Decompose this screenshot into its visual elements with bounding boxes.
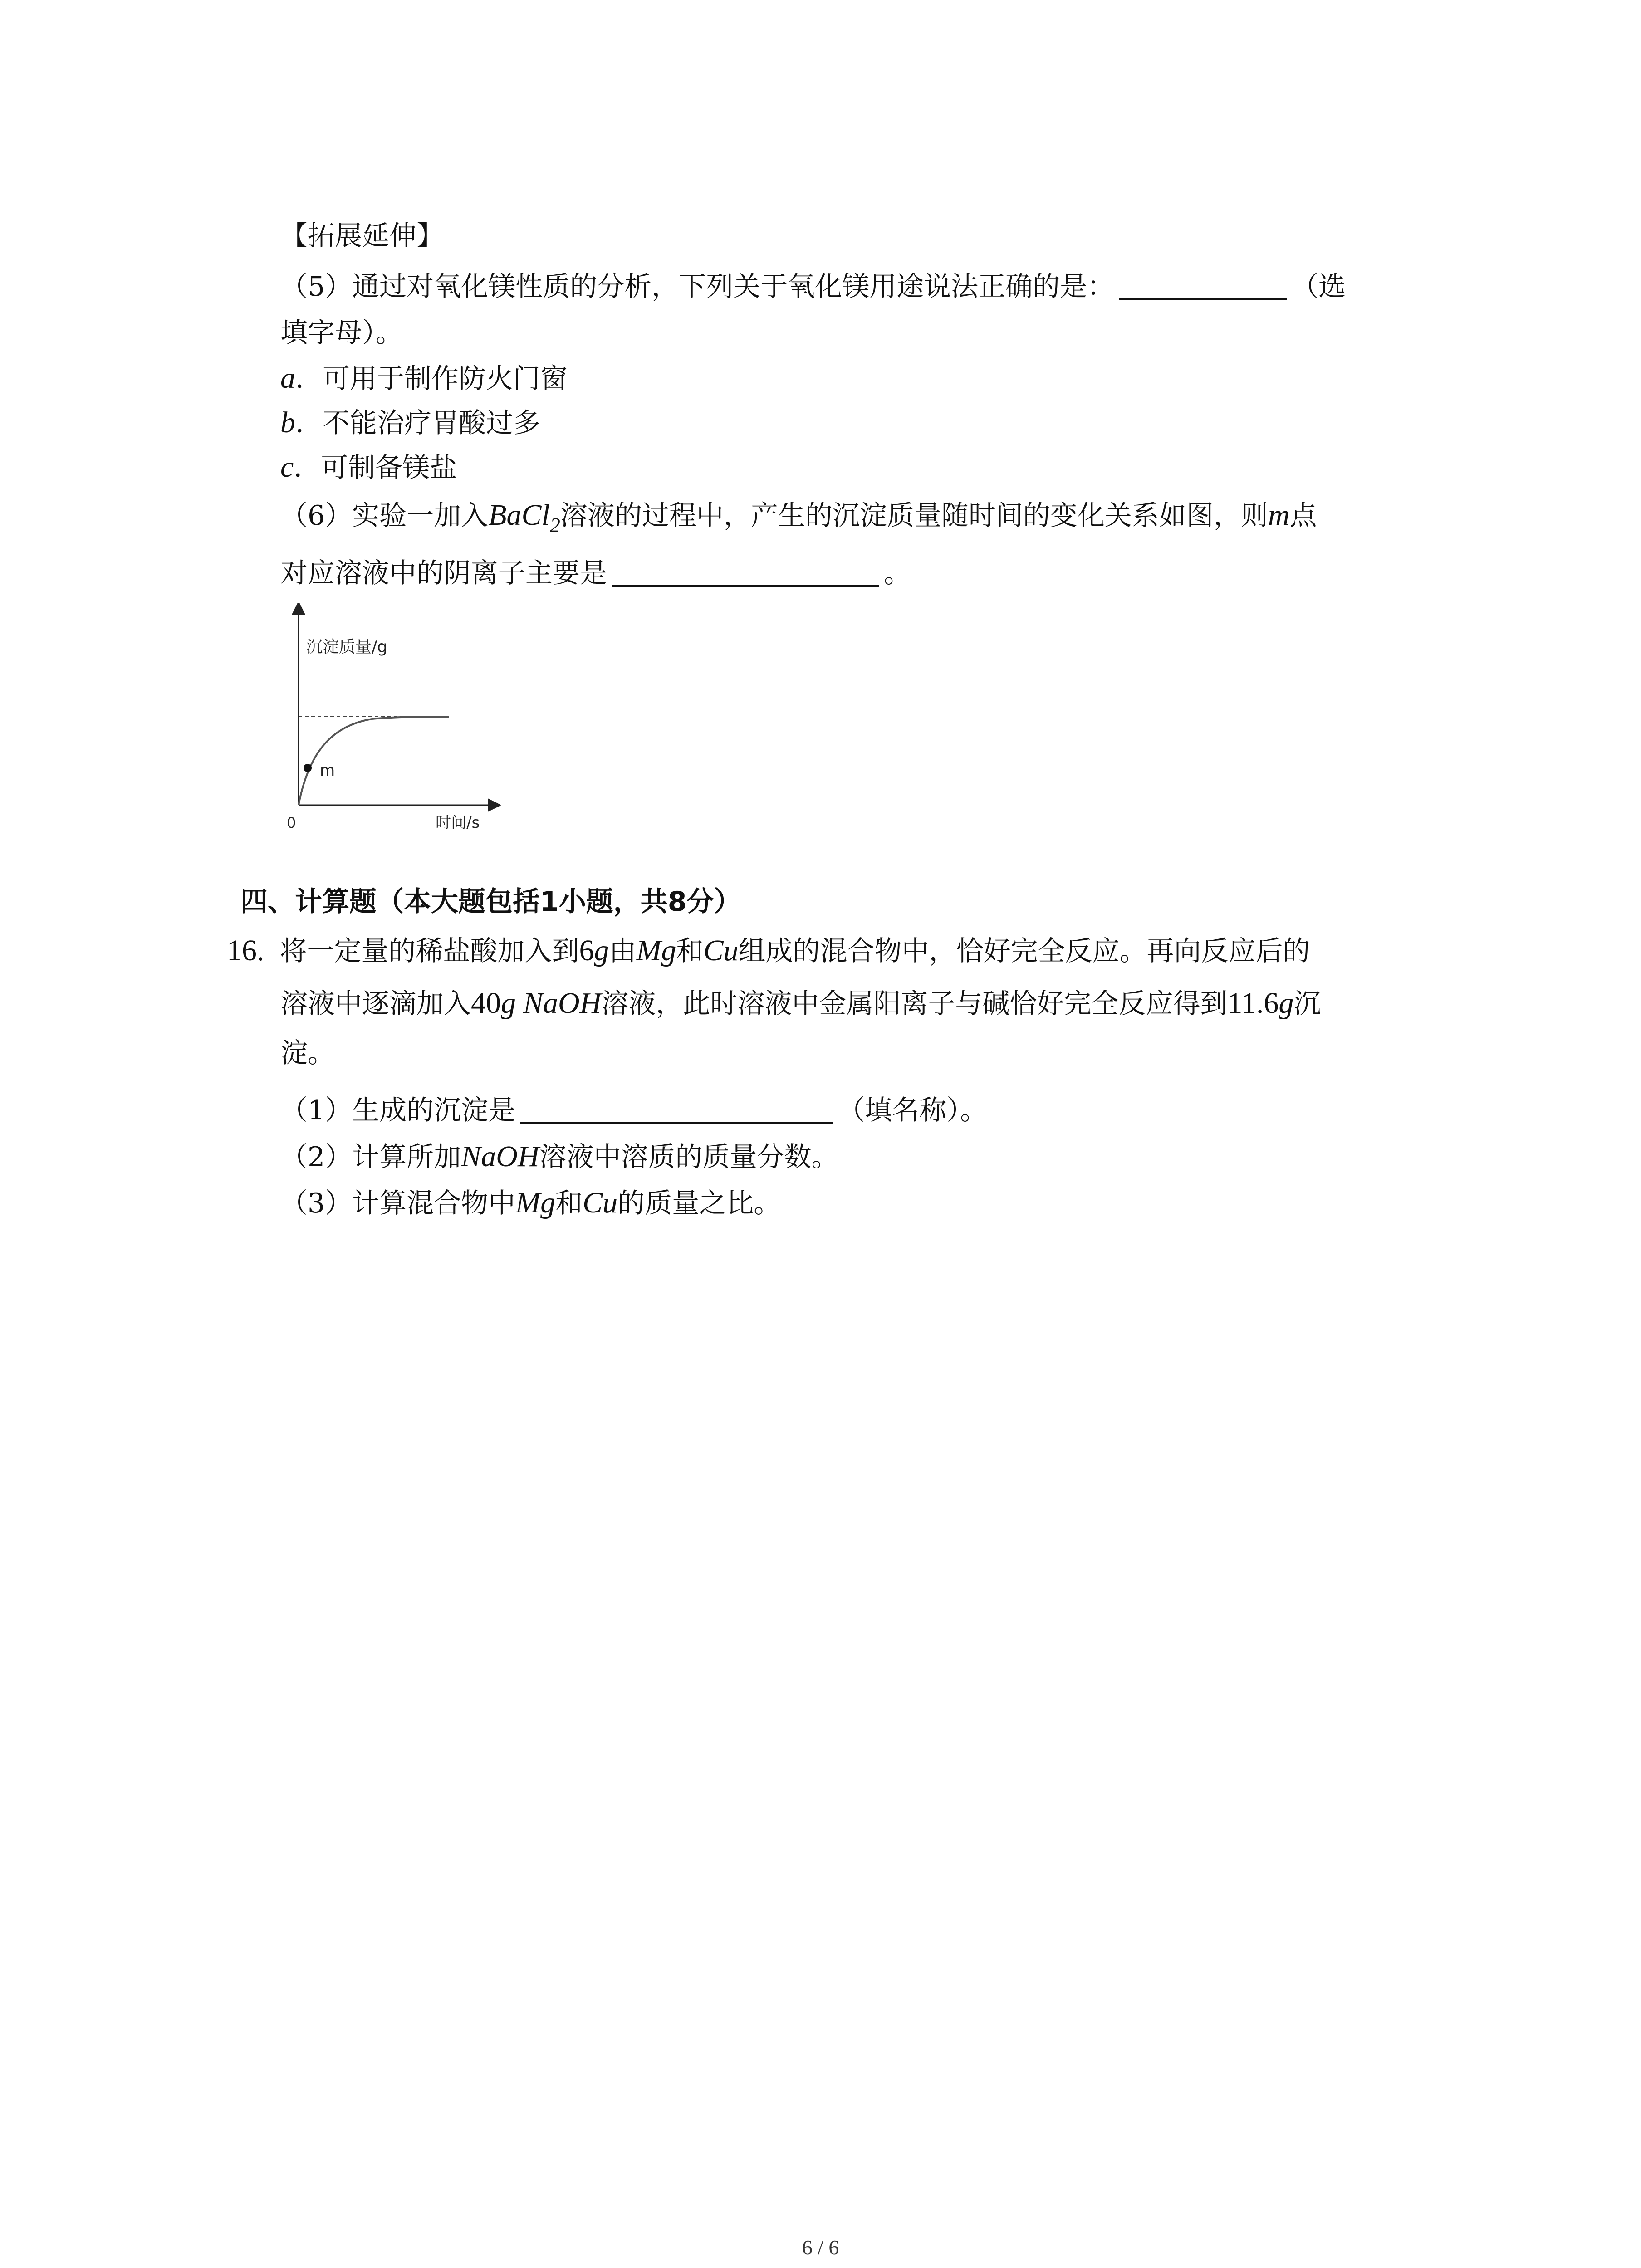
option-c xyxy=(280,448,457,487)
option-b xyxy=(280,404,540,442)
point-m-marker xyxy=(304,764,312,772)
precipitate-curve xyxy=(299,717,449,805)
sub-3-mg-symbol: Mg xyxy=(515,1186,556,1219)
bacl2-subscript: 2 xyxy=(549,513,560,537)
option-c-letter: c xyxy=(280,450,294,484)
question-16-text-f: 溶液，此时溶液中金属阳离子与碱恰好完全反应得到 xyxy=(601,988,1228,1020)
option-b-text: ．不能治疗胃酸过多 xyxy=(295,407,540,439)
naoh-solution-mass-value: 40 xyxy=(471,987,501,1020)
precipitate-mass-value: 11.6 xyxy=(1227,987,1279,1020)
mg-symbol: Mg xyxy=(636,934,676,967)
sub-2-text: （2）计算所加 xyxy=(280,1141,461,1173)
question-16-text-a: 将一定量的稀盐酸加入到 xyxy=(279,935,579,967)
question-6-line-1 xyxy=(280,496,1317,535)
naoh-formula: NaOH xyxy=(523,987,602,1020)
section-4-heading: 四、计算题（本大题包括1小题，共8分） xyxy=(240,886,741,918)
question-16-line-2 xyxy=(280,984,1321,1023)
sub-1-text-tail: （填名称）。 xyxy=(838,1095,988,1126)
question-16-line-1 xyxy=(227,932,1310,970)
question-6-text: （6）实验一加入 xyxy=(280,500,489,532)
option-a xyxy=(280,359,568,398)
sub-1-text: （1）生成的沉淀是 xyxy=(280,1095,516,1126)
sub-3-text-and: 和 xyxy=(555,1188,583,1219)
point-m-label: m xyxy=(320,762,335,780)
question-5-text: （5）通过对氧化镁性质的分析，下列关于氧化镁用途说法正确的是： xyxy=(280,271,1115,303)
question-16-sub-3 xyxy=(280,1184,781,1222)
question-16-text-e: 溶液中逐滴加入 xyxy=(280,988,471,1020)
mixture-mass-unit: g xyxy=(594,934,609,967)
sub-2-text-tail: 溶液中溶质的质量分数。 xyxy=(539,1141,839,1173)
sub-1-answer-blank[interactable] xyxy=(520,1094,833,1124)
question-6-text-e: 。 xyxy=(884,557,911,589)
question-16-number: 16. xyxy=(227,934,265,967)
question-16-text-b: 由 xyxy=(609,935,637,967)
question-16-line-3: 淀。 xyxy=(280,1037,335,1069)
graph-y-axis-label: 沉淀质量/g xyxy=(306,638,387,656)
precipitate-mass-unit: g xyxy=(1279,987,1294,1020)
graph-x-axis-label: 时间/s xyxy=(436,814,480,832)
sub-2-naoh-formula: NaOH xyxy=(461,1140,539,1173)
page-number: 6 / 6 xyxy=(802,2236,839,2259)
sub-3-text-tail: 的质量之比。 xyxy=(617,1188,781,1219)
question-6-line-2 xyxy=(280,554,911,592)
point-variable-m: m xyxy=(1268,499,1290,532)
question-6-text-d: 对应溶液中的阴离子主要是 xyxy=(280,557,607,589)
question-5-answer-blank[interactable] xyxy=(1119,270,1287,300)
question-16-sub-1 xyxy=(280,1091,987,1129)
bacl2-formula: BaCl xyxy=(488,499,550,532)
graph-origin-label: 0 xyxy=(287,814,296,831)
question-5-text-tail: （选 xyxy=(1291,271,1346,303)
precipitate-mass-graph xyxy=(254,603,508,835)
mixture-mass-value: 6 xyxy=(579,934,594,967)
option-b-letter: b xyxy=(280,406,295,439)
question-16-text-g: 沉 xyxy=(1293,988,1321,1020)
option-a-text: ．可用于制作防火门窗 xyxy=(295,363,568,395)
question-6-answer-blank[interactable] xyxy=(612,557,879,587)
question-16-sub-2 xyxy=(280,1138,839,1176)
question-16-text-c: 和 xyxy=(676,935,704,967)
question-16-text-d: 组成的混合物中，恰好完全反应。再向反应后的 xyxy=(738,935,1310,967)
question-5-line-2: 填字母）。 xyxy=(280,317,403,349)
sub-3-text: （3）计算混合物中 xyxy=(280,1188,516,1219)
section-title-extension: 【拓展延伸】 xyxy=(280,220,444,252)
cu-symbol: Cu xyxy=(703,934,739,967)
option-a-letter: a xyxy=(280,362,295,395)
question-6-text-b: 溶液的过程中，产生的沉淀质量随时间的变化关系如图，则 xyxy=(560,500,1268,532)
option-c-text: ．可制备镁盐 xyxy=(294,452,457,484)
sub-3-cu-symbol: Cu xyxy=(583,1186,618,1219)
naoh-solution-mass-unit: g xyxy=(501,987,516,1020)
question-6-text-c: 点 xyxy=(1289,500,1317,532)
question-5-line-1 xyxy=(280,268,1346,306)
